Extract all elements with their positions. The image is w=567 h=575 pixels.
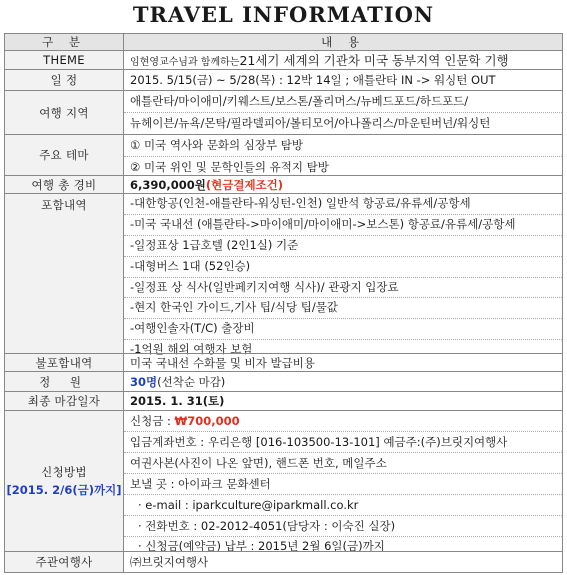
included-item: -일정표 상 식사(일반페키지여행 식사)/ 관광지 입장료	[124, 277, 562, 298]
apply-send-to: 보낼 곳 : 아이파크 문화센터	[124, 473, 562, 494]
apply-fee	[124, 411, 562, 431]
cost-row	[4, 175, 563, 194]
theme-item-2: ② 미국 위인 및 문학인들의 유적지 탐방	[124, 156, 562, 178]
theme-value	[123, 50, 563, 70]
deadline-label: 최종 마감일자	[4, 391, 124, 411]
included-item: -일정표상 1급호텔 (2인1실) 기준	[124, 235, 562, 256]
themes-row	[4, 134, 563, 176]
themes-label: 주요 테마	[4, 134, 124, 176]
included-row	[4, 193, 563, 357]
region-row	[4, 90, 563, 135]
apply-deadline: [2015. 2/6(금)까지]	[6, 483, 122, 497]
region-line-1: 애틀란타/마이애미/키웨스트/보스톤/폴리머스/뉴베드포드/하드포드/	[130, 94, 469, 108]
apply-documents: 여권사본(사진이 나온 앞면), 핸드폰 번호, 메일주소	[124, 452, 562, 473]
included-item: -미국 국내선 (애틀란타->마이애미/마이애미->보스톤) 항공료/유류세/공항세	[124, 214, 562, 235]
schedule-value: 2015. 5/15(금) ~ 5/28(목) : 12박 14일 ; 애틀란타 IN -> 워싱턴 OUT	[123, 69, 563, 91]
theme-main: 21세기 세계의 기관차 미국 동부지역 인문학 기행	[239, 53, 509, 68]
apply-value	[123, 410, 563, 552]
apply-label-cell	[4, 410, 124, 552]
header-category: 구 분	[4, 33, 124, 51]
excluded-label: 불포함내역	[4, 353, 124, 372]
apply-fee-amount: ₩700,000	[174, 414, 240, 428]
deadline-row	[4, 391, 563, 411]
apply-account: 입금계좌번호 : 우리은행 [016-103500-13-101] 예금주:(주)브릿지여행사	[124, 431, 562, 452]
cost-label: 여행 총 경비	[4, 175, 124, 194]
capacity-row	[4, 371, 563, 392]
included-item: -대한항공(인천-애틀란타-워싱턴-인천) 일반석 항공료/유류세/공항세	[130, 196, 471, 210]
cost-amount: 6,390,000원	[130, 177, 206, 192]
included-item: -현지 한국인 가이드,기사 팁/식당 팁/물값	[124, 297, 562, 318]
included-list	[123, 193, 563, 357]
travel-info-table	[4, 33, 563, 573]
excluded-value: 미국 국내선 수화물 및 비자 발급비용	[123, 353, 563, 372]
agency-value: ㈜브릿지여행사	[123, 551, 563, 573]
theme-row	[4, 50, 563, 70]
cost-note: (현금결제조건)	[205, 177, 284, 192]
capacity-count: 30명	[130, 374, 158, 389]
region-line-2: 뉴헤이븐/뉴욕/몬탁/필라델피아/볼티모어/아나폴리스/마운틴버넌/워싱턴	[124, 112, 562, 134]
included-item: -여행인솔자(T/C) 출장비	[124, 318, 562, 339]
header-content: 내 용	[123, 33, 563, 51]
capacity-note: (선착순 마감)	[157, 374, 226, 389]
themes-value	[123, 134, 563, 176]
table-header-row	[4, 33, 563, 51]
apply-email[interactable]: · e-mail : iparkculture@iparkmall.co.kr	[124, 494, 562, 515]
theme-label: THEME	[4, 50, 124, 70]
region-value	[123, 90, 563, 135]
theme-item-1: ① 미국 역사와 문화의 심장부 탐방	[130, 138, 304, 152]
excluded-row	[4, 353, 563, 372]
capacity-label: 정 원	[4, 371, 124, 392]
capacity-value	[123, 371, 563, 392]
agency-row	[4, 551, 563, 573]
apply-deposit: · 신청금(예약금) 납부 : 2015년 2월 6일(금)까지	[124, 536, 562, 556]
cost-value	[123, 175, 563, 194]
apply-row	[4, 410, 563, 552]
apply-phone: · 전화번호 : 02-2012-4051(담당자 : 이숙진 실장)	[124, 515, 562, 536]
theme-prefix: 임현영교수님과 함께하는	[130, 56, 240, 68]
schedule-label: 일 정	[4, 69, 124, 91]
included-label: 포함내역	[4, 193, 124, 354]
region-label: 여행 지역	[4, 90, 124, 135]
page-title: TRAVEL INFORMATION	[132, 2, 435, 27]
deadline-value: 2015. 1. 31(토)	[123, 391, 563, 411]
included-item: -대형버스 1대 (52인승)	[124, 256, 562, 277]
apply-label: 신청방법	[41, 465, 87, 479]
apply-fee-prefix: 신청금 :	[130, 414, 175, 428]
schedule-row	[4, 69, 563, 91]
included-item: -1억원 해외 여행자 보험	[124, 339, 562, 360]
agency-label: 주관여행사	[4, 551, 124, 573]
